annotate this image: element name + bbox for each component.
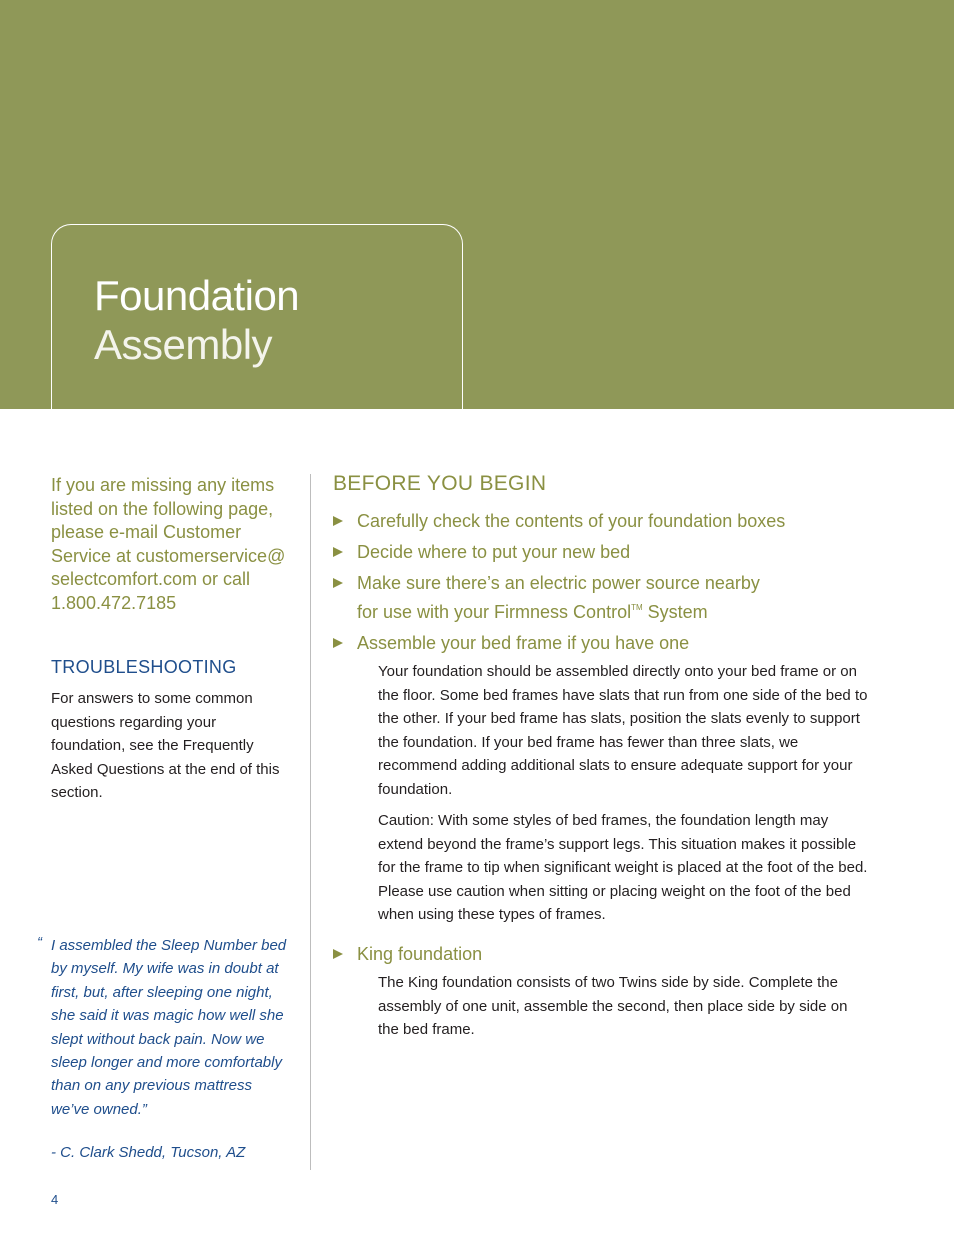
bed-frame-instructions: Your foundation should be assembled directly onto your bed frame or on the floor. Some bed frames have slats that run from one side of the bed to the other. If your bed frame has slats, position the slats evenly to support the foundation. If your bed frame has fewer than three slats, we recommend adding additional slats to ensure adequate support for your foundation. <box>378 663 868 798</box>
triangle-bullet-icon <box>333 547 343 557</box>
triangle-bullet-icon <box>333 949 343 959</box>
step-label-line2: for use with your Firmness Control <box>357 601 632 622</box>
column-divider <box>310 474 311 1170</box>
step-label: Assemble your bed frame if you have one <box>357 632 690 653</box>
troubleshooting-heading: TROUBLESHOOTING <box>51 657 237 677</box>
list-item <box>333 943 893 1042</box>
triangle-bullet-icon <box>333 578 343 588</box>
triangle-bullet-icon <box>333 638 343 648</box>
troubleshooting-body: For answers to some common questions regarding your foundation, see the Frequently Asked Questions at the end of this section. <box>51 690 280 801</box>
step-detail <box>378 660 868 927</box>
step-label: Carefully check the contents of your foundation boxes <box>357 511 786 531</box>
list-item <box>333 541 893 565</box>
step-label-line1: Make sure there’s an electric power source nearby <box>357 573 760 593</box>
list-item <box>333 632 893 927</box>
step-label: Decide where to put your new bed <box>357 542 631 562</box>
quote-open-mark: “ <box>37 934 42 951</box>
page-title: Foundation <box>94 272 300 319</box>
section-heading: BEFORE YOU BEGIN <box>333 472 547 495</box>
step-label: King foundation <box>357 943 483 964</box>
main-content <box>333 472 893 1050</box>
steps-list <box>333 510 893 1042</box>
step-label <box>357 572 760 624</box>
list-item <box>333 572 893 624</box>
list-item <box>333 510 893 534</box>
trademark-symbol: TM <box>631 602 643 612</box>
sidebar <box>51 474 301 615</box>
quote-author: - C. Clark Shedd, Tucson, AZ <box>51 1144 246 1161</box>
page-number: 4 <box>51 1192 59 1207</box>
customer-quote: I assembled the Sleep Number bed by myself. My wife was in doubt at first, but, after sleeping one night, she said it was magic how well she slept without back pain. Now we sleep longer and more comfortably than on any previous mattress we’ve owned.” <box>51 937 287 1118</box>
step-detail <box>378 971 868 1042</box>
triangle-bullet-icon <box>333 516 343 526</box>
contact-note: If you are missing any items listed on the following page, please e-mail Customer Service at customerservice@ selectcomfort.com or call 1.800.472.7185 <box>51 475 286 613</box>
caution-note: Caution: With some styles of bed frames, the foundation length may extend beyond the frame’s support legs. This situation makes it possible for the frame to tip when significant weight is placed at the foot of the bed. Please use caution when sitting or placing weight on the foot of the bed when using these types of frames. <box>378 812 868 923</box>
king-foundation-instructions: The King foundation consists of two Twins side by side. Complete the assembly of one unit, assemble the second, then place side by side on the bed frame. <box>378 974 848 1038</box>
step-label-line2-end: System <box>642 601 708 622</box>
page-subtitle: Assembly <box>94 321 273 368</box>
